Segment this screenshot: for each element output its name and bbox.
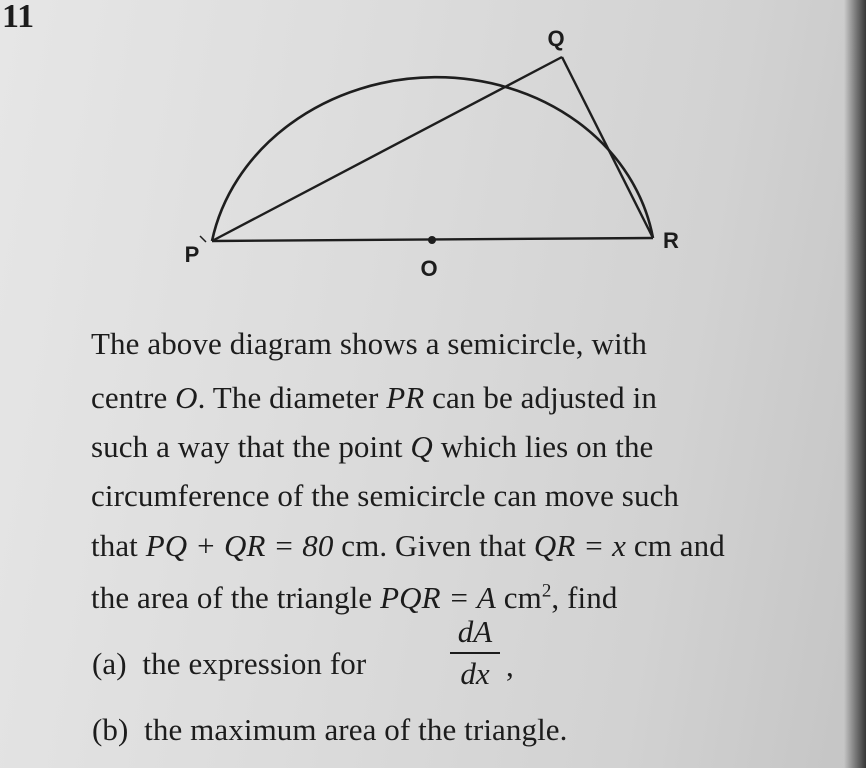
text-line-2	[91, 380, 657, 416]
sum-expression: PQ + QR = 80	[145, 528, 334, 563]
question-number: 11	[2, 0, 35, 35]
part-b	[92, 712, 568, 748]
derivative-denominator: dx	[460, 656, 490, 691]
part-a	[92, 646, 366, 682]
part-b-label: (b)	[92, 712, 129, 747]
chord-qr	[562, 57, 653, 238]
chord-pq	[212, 57, 562, 241]
line6-a: the area of the triangle	[91, 580, 381, 615]
derivative-numerator: dA	[457, 614, 493, 649]
area-expression: PQR = A	[380, 580, 496, 615]
line4-text: circumference of the semicircle can move such	[91, 478, 680, 513]
label-q: Q	[547, 26, 565, 51]
text-line-3	[91, 429, 653, 465]
tick-mark-p	[200, 236, 206, 242]
diameter-symbol: PR	[386, 380, 425, 415]
text-line-5	[91, 528, 725, 564]
line5-a: that	[91, 528, 146, 563]
line1-text: The above diagram shows a semicircle, with	[91, 326, 647, 361]
part-a-label: (a)	[92, 646, 127, 681]
label-p: P	[184, 242, 200, 267]
part-a-text: the expression for	[142, 646, 367, 681]
line2-e: can be adjusted in	[424, 380, 657, 415]
line6-c: cm	[495, 580, 542, 615]
line6-d: , find	[551, 580, 618, 615]
centre-point	[428, 236, 436, 244]
label-o: O	[420, 256, 438, 281]
point-symbol: Q	[410, 429, 433, 464]
semicircle-arc	[212, 77, 653, 241]
line2-a: centre	[91, 380, 176, 415]
label-r: R	[663, 228, 679, 253]
text-line-6	[91, 580, 617, 616]
squared-superscript: 2	[541, 580, 552, 602]
line3-c: which lies on the	[432, 429, 654, 464]
line3-a: such a way that the point	[91, 429, 411, 464]
centre-symbol: O	[175, 380, 198, 415]
text-line-4	[91, 478, 679, 514]
part-a-comma: ,	[506, 648, 514, 683]
line2-c: . The diameter	[197, 380, 387, 415]
text-line-1	[91, 326, 647, 362]
line5-c: cm. Given that	[333, 528, 534, 563]
qr-expression: QR = x	[533, 528, 627, 563]
derivative-fraction	[446, 614, 504, 692]
line5-e: cm and	[626, 528, 725, 563]
part-b-text: the maximum area of the triangle.	[144, 712, 568, 747]
